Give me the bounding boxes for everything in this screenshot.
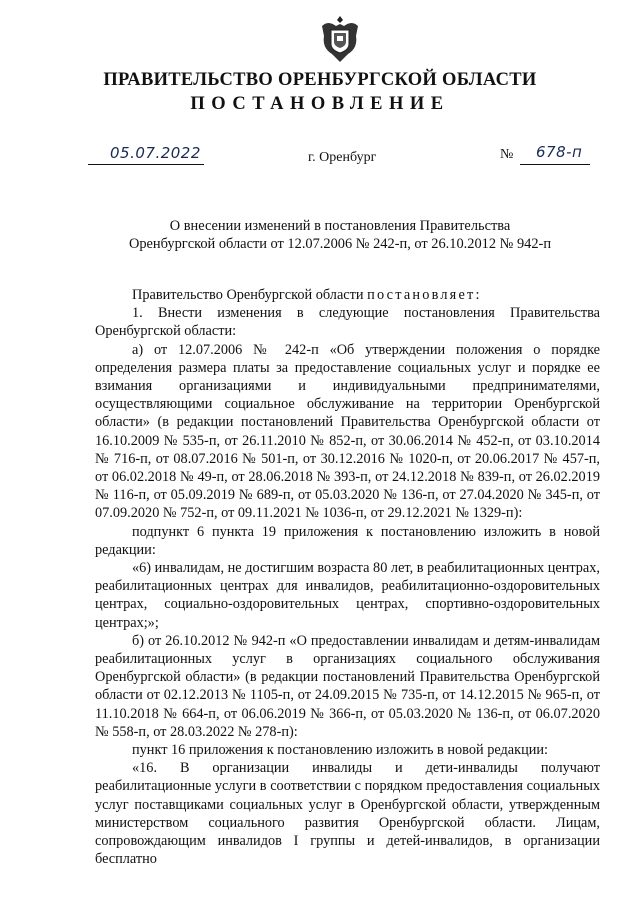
paragraph-b-text: «16. В организации инвалиды и дети-инвалиды получают реабилитационные услуги в соответствии с порядком предоставления социальных услуг поставщиками социальных услуг в Оренбургской области, утвержденным министерством социального развития Оренбургской области. Лицам, сопровождающим инвалидов I группы и детей-инвалидов, в организации бесплатно (95, 760, 600, 868)
number-underline (520, 143, 590, 165)
coat-of-arms-icon (318, 14, 362, 64)
document-number: 678-п (536, 143, 583, 161)
date-field (88, 146, 204, 165)
number-field (500, 143, 590, 164)
intro-lead: Правительство Оренбургской области (132, 287, 368, 303)
intro-paragraph (95, 286, 600, 304)
title-line-1: О внесении изменений в постановления Правительства (169, 218, 511, 234)
intro-verb: постановляет (367, 287, 476, 303)
paragraph-1: 1. Внести изменения в следующие постановления Правительства Оренбургской области: (95, 305, 600, 340)
title-line-2: Оренбургской области от 12.07.2006 № 242-п, от 26.10.2012 № 942-п (128, 236, 552, 252)
paragraph-a-text: «6) инвалидам, не достигшим возраста 80 лет, в реабилитационных центрах, реабилитационных центрах для инвалидов, реабилитационно-оздоровительных центрах, социально-оздоровительных центрах, спортивно-оздоровительных центрах;»; (95, 560, 600, 631)
document-type: ПОСТАНОВЛЕНИЕ (190, 94, 450, 114)
document-city: г. Оренбург (308, 150, 377, 165)
number-sign: № (500, 147, 514, 162)
organization-name: ПРАВИТЕЛЬСТВО ОРЕНБУРГСКОЙ ОБЛАСТИ (103, 70, 537, 90)
paragraph-b: б) от 26.10.2012 № 942-п «О предоставлении инвалидам и детям-инвалидам реабилитационных услуг в организациях социального обслуживания Оренбургской области» (в редакции постановлений Правительства Оренбургской области от 02.12.2013 № 1105-п, от 24.09.2015 № 735-п, от 14.12.2015 № 965-п, от 11.10.2018 № 664-п, от 06.06.2019 № 366-п, от 05.03.2020 № 136-п, от 06.07.2020 № 558-п, от 28.03.2022 № 278-п): (95, 632, 600, 740)
intro-end: : (475, 287, 480, 303)
paragraph-b-sub: пункт 16 приложения к постановлению изложить в новой редакции: (132, 742, 548, 759)
document-body (95, 286, 600, 869)
document-date: 05.07.2022 (110, 144, 201, 162)
document-title (60, 217, 620, 253)
paragraph-a: а) от 12.07.2006 № 242-п «Об утверждении положения о порядке определения размера платы за предоставление социальных услуг и порядке ее взимания организациями и индивидуальными предпринимателями, осуществляющими социальное обслуживание на территории Оренбургской области» (в редакции постановлений Правительства Оренбургской области от 16.10.2009 № 535-п, от 26.11.2010 № 852-п, от 30.06.2014 № 452-п, от 03.10.2014 № 716-п, от 08.07.2016 № 501-п, от 30.12.2016 № 1020-п, от 20.06.2017 № 457-п, от 06.02.2018 № 49-п, от 28.06.2018 № 393-п, от 24.12.2018 № 839-п, от 26.02.2019 № 116-п, от 05.09.2019 № 689-п, от 05.03.2020 № 136-п, от 27.04.2020 № 345-п, от 07.09.2020 № 752-п, от 09.11.2021 № 1036-п, от 29.12.2021 № 1329-п): (95, 341, 600, 522)
paragraph-a-sub: подпункт 6 пункта 19 приложения к постановлению изложить в новой редакции: (95, 523, 600, 558)
